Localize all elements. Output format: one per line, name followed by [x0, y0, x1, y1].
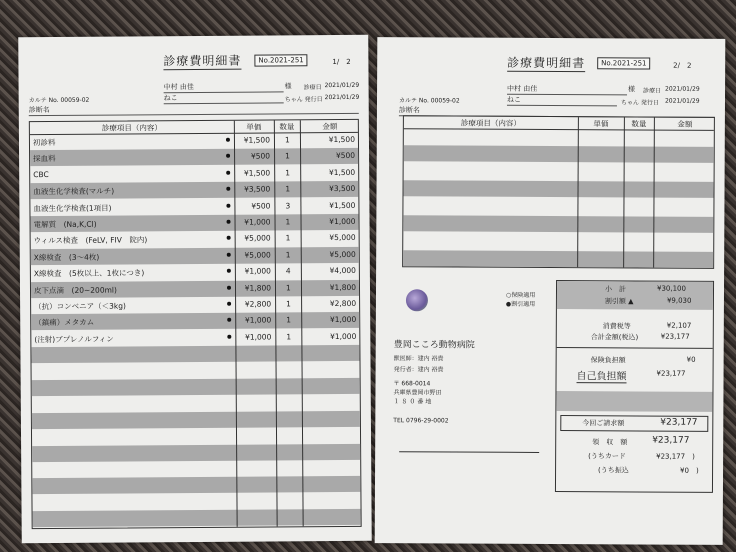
table-row [33, 509, 361, 527]
exam-date: 2021/01/29 [665, 85, 700, 93]
item-name: 皮下点滴 (20~200ml) [33, 285, 117, 295]
table-row [403, 215, 713, 233]
unit-price: ¥2,800 [244, 299, 272, 309]
summary-panel [555, 280, 714, 493]
unit-price: ¥500 [250, 151, 271, 161]
amount: ¥1,800 [329, 282, 357, 292]
subtotal-value: ¥30,100 [656, 284, 686, 293]
bullet-icon [227, 318, 231, 322]
karte-number: カルテ No. 00059-02 [398, 97, 460, 105]
unit-price: ¥1,500 [243, 168, 271, 178]
page-number: 1/ 2 [332, 57, 351, 67]
table-row [31, 230, 359, 248]
amount: ¥1,500 [328, 134, 355, 145]
table-row [403, 233, 713, 251]
bullet-icon [227, 236, 231, 240]
unit-price: ¥1,000 [244, 217, 271, 227]
bullet-icon [227, 269, 231, 273]
table-row [32, 361, 360, 379]
unit-price: ¥3,500 [244, 184, 271, 194]
bullet-icon [227, 220, 231, 224]
tax-value: ¥2,107 [666, 321, 692, 330]
insurance-value: ¥0 [686, 355, 696, 364]
issue-date-label: ちゃん 発行日 [284, 96, 323, 104]
table-row [30, 165, 358, 183]
amount: ¥500 [335, 151, 356, 161]
exam-date: 2021/01/29 [324, 81, 360, 90]
amount: ¥5,000 [329, 249, 356, 259]
table-row [30, 214, 358, 232]
received-label: 領 収 額 [592, 438, 628, 447]
quantity: 1 [285, 168, 291, 178]
vet-line: 獣医師：建内 裕貴 [393, 355, 444, 363]
amount: ¥4,000 [329, 266, 356, 276]
bullet-icon [226, 171, 230, 175]
signature-line [399, 451, 539, 453]
table-row [32, 493, 360, 511]
clinic-name: 豊岡こころ動物病院 [393, 340, 475, 351]
header-qty: 数量 [279, 122, 295, 132]
transfer-value: ¥0 ) [680, 466, 699, 475]
header-amount: 金額 [322, 122, 338, 132]
header-price: 単価 [246, 122, 262, 132]
quantity: 1 [284, 135, 290, 145]
unit-price: ¥5,000 [244, 250, 271, 260]
clinic-address-2: １８０番地 [393, 398, 434, 406]
clinic-logo [406, 289, 428, 311]
header-item: 診療項目（内容） [101, 123, 162, 133]
self-pay-label: 自己負担額 [577, 367, 627, 383]
unit-price: ¥1,000 [244, 315, 272, 326]
item-name: 血液生化学検査(マルチ) [33, 186, 115, 197]
document-number: No.2021-251 [254, 54, 307, 66]
issuer-line: 発行者：建内 裕貴 [393, 366, 444, 374]
table-row [30, 148, 358, 166]
bill-label: 今回ご請求額 [582, 419, 625, 428]
table-row [31, 329, 359, 347]
unit-price: ¥1,500 [243, 135, 270, 145]
quantity: 1 [286, 315, 292, 325]
items-table [402, 115, 715, 269]
owner-name: 中村 由佳 [164, 81, 284, 93]
unit-price: ¥1,000 [245, 332, 272, 342]
quantity: 1 [285, 282, 291, 292]
table-row [30, 181, 358, 199]
item-name: (注射)ブプレノルフィン [34, 334, 114, 344]
insurance-label: 保険負担額 [590, 356, 626, 365]
document-number: No.2021-251 [597, 57, 650, 69]
table-row [30, 197, 358, 215]
amount: ¥2,800 [329, 298, 357, 309]
discount-option: ●割引適用 [505, 300, 536, 308]
tax-label: 消費税等 [602, 322, 631, 331]
table-row [31, 247, 359, 265]
table-row [403, 250, 713, 268]
pet-name: ねこ [164, 92, 284, 104]
issue-date: 2021/01/29 [664, 97, 700, 105]
table-row [404, 146, 714, 164]
subtotal-band [557, 281, 713, 310]
table-row [404, 128, 714, 146]
table-row [403, 180, 713, 198]
bill-value: ¥23,177 [660, 417, 698, 428]
quantity: 1 [285, 151, 290, 161]
item-name: X線検査 (5枚以上、1枚につき) [33, 268, 145, 279]
owner-suffix: 様 [628, 85, 636, 94]
item-name: X線検査 (3～4枚) [33, 252, 100, 262]
quantity: 1 [285, 217, 291, 227]
karte-number: カルテ No. 00059-02 [28, 96, 90, 105]
table-row [32, 378, 360, 396]
bullet-icon [226, 154, 230, 158]
item-name: CBC [33, 169, 49, 179]
clinic-address-1: 兵庫県豊岡市野田 [393, 389, 442, 397]
amount: ¥1,500 [328, 167, 356, 177]
item-name: （鎮痛）メタカム [34, 318, 95, 328]
quantity: 1 [285, 233, 291, 243]
issue-date: 2021/01/29 [324, 93, 360, 102]
item-name: 初診料 [32, 137, 56, 148]
amount: ¥3,500 [329, 184, 356, 194]
quantity: 4 [285, 266, 291, 276]
bullet-icon [226, 203, 230, 207]
amount: ¥1,500 [329, 200, 356, 210]
item-name: 血液生化学検査(1項目) [33, 203, 112, 213]
table-row [32, 460, 360, 478]
table-row [32, 394, 360, 412]
header-price: 単価 [593, 119, 609, 129]
unit-price: ¥500 [251, 201, 271, 211]
self-pay-value: ¥23,177 [656, 369, 686, 378]
table-row [32, 476, 360, 494]
invoice-page-1 [18, 35, 372, 543]
owner-name: 中村 由佳 [507, 84, 627, 96]
diagnosis-label: 診断名 [399, 105, 715, 118]
table-row [31, 279, 359, 297]
exam-date-label: 診療日 [643, 87, 662, 95]
discount-label: 割引額 ▲ [604, 297, 634, 306]
clinic-tel: TEL 0796-29-0002 [393, 417, 449, 425]
invoice-page-2 [375, 37, 726, 545]
table-row [32, 411, 360, 429]
amount: ¥1,000 [330, 331, 357, 341]
total-value: ¥23,177 [660, 332, 690, 341]
table-row [32, 427, 360, 445]
table-row [31, 296, 359, 314]
bullet-icon [227, 253, 231, 257]
amount: ¥1,000 [329, 315, 357, 325]
quantity: 1 [286, 332, 292, 342]
exam-date-label: 診療日 [303, 84, 322, 92]
table-row [31, 312, 359, 330]
page-title: 診療費明細書 [507, 55, 586, 71]
bullet-icon [227, 285, 231, 289]
amount: ¥1,000 [329, 216, 356, 227]
table-row [30, 132, 358, 150]
diagnosis-label: 診断名 [29, 103, 359, 116]
item-name: （抗）コンベニア（＜3kg) [34, 301, 126, 312]
header-qty: 数量 [631, 119, 647, 129]
amount: ¥5,000 [329, 233, 356, 243]
page-title: 診療費明細書 [163, 53, 242, 69]
table-row [403, 198, 713, 216]
unit-price: ¥1,000 [244, 266, 271, 276]
items-table [29, 119, 362, 529]
subtotal-label: 小 計 [604, 285, 627, 294]
insurance-option: ○保険適用 [505, 291, 536, 299]
discount-value: ¥9,030 [666, 296, 692, 305]
table-row [31, 345, 359, 363]
table-row [32, 443, 360, 461]
quantity: 1 [285, 184, 291, 194]
quantity: 1 [285, 250, 291, 260]
table-row [31, 263, 359, 281]
received-value: ¥23,177 [652, 435, 690, 446]
card-label: (うちカード [588, 452, 626, 461]
page-number: 2/ 2 [673, 61, 692, 70]
clinic-zip: 〒 668-0014 [393, 380, 431, 388]
header-item: 診療項目（内容） [460, 118, 521, 128]
item-name: 電解質 (Na,K,Cl) [33, 219, 97, 230]
quantity: 1 [286, 299, 291, 309]
card-value: ¥23,177 ) [656, 452, 695, 461]
bullet-icon [227, 302, 231, 306]
unit-price: ¥5,000 [244, 233, 271, 244]
total-label: 合計金額(税込) [590, 333, 639, 342]
unit-price: ¥1,800 [244, 283, 272, 293]
pet-name: ねこ [507, 95, 617, 107]
issue-date-label: ちゃん 発行日 [620, 99, 659, 107]
bullet-icon [226, 138, 230, 142]
bullet-icon [226, 187, 230, 191]
item-name: ウィルス検査 (FeLV, FIV 院内) [33, 235, 148, 246]
quantity: 3 [285, 200, 291, 210]
transfer-label: (うち振込 [598, 466, 629, 475]
header-amount: 金額 [677, 119, 693, 129]
table-row [404, 163, 714, 181]
bullet-icon [227, 335, 231, 339]
item-name: 採血料 [33, 154, 56, 164]
owner-suffix: 様 [284, 82, 292, 91]
